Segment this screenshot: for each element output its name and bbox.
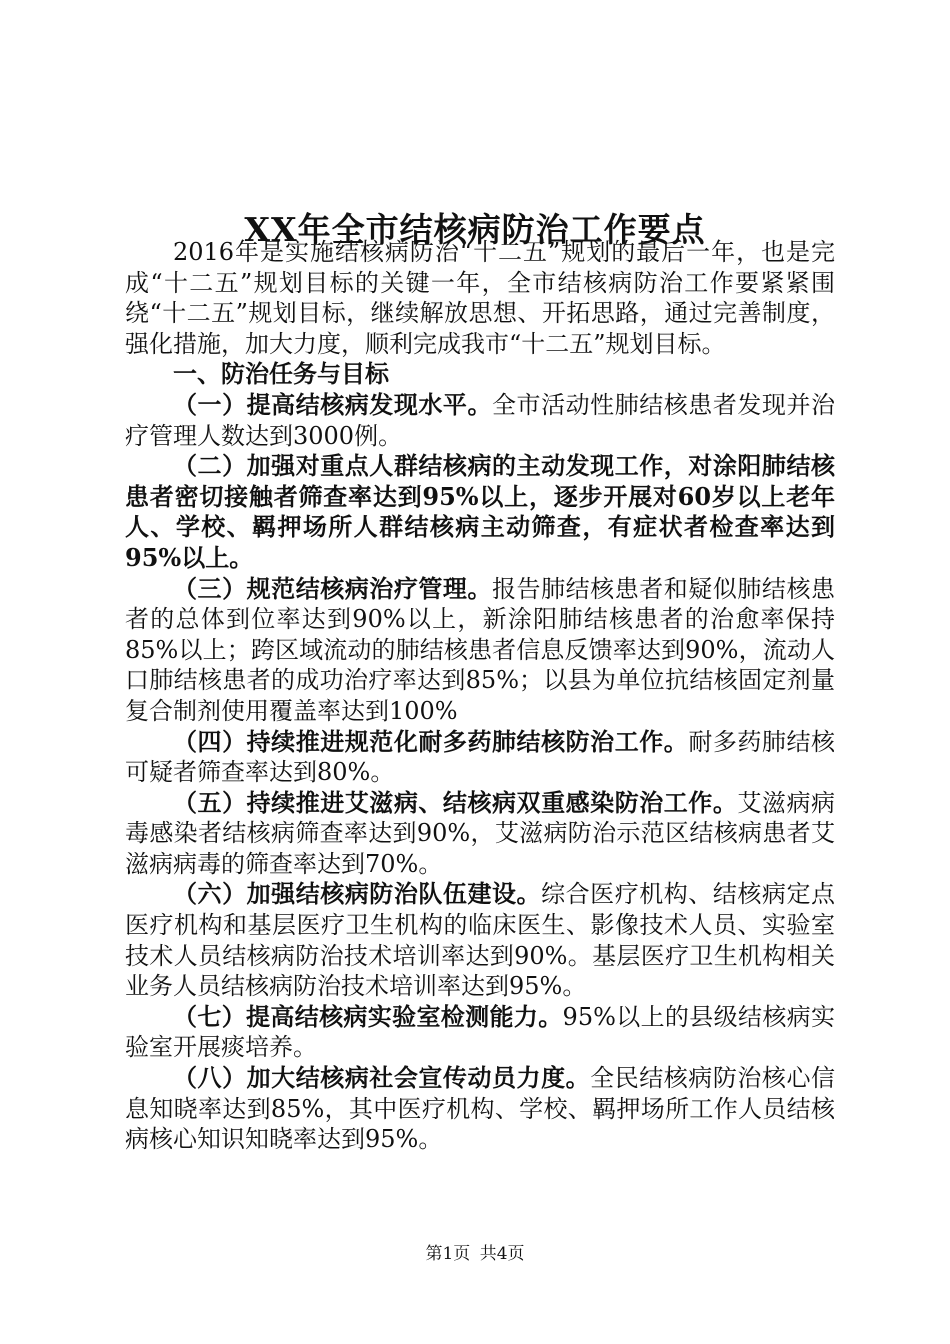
task-item-8-text: 全民结核病防治核心信息知晓率达到85%，其中医疗机构、学校、羁押场所工作人员结核病核心知识知晓率达到95%。 bbox=[125, 1064, 836, 1154]
task-item-3-text: 报告肺结核患者和疑似肺结核患者的总体到位率达到90%以上，新涂阳肺结核患者的治愈率保持85%以上；跨区域流动的肺结核患者信息反馈率达到90%，流动人口肺结核患者的成功治疗率达到85%；以县为单位抗结核固定剂量复合制剂使用覆盖率达到100% bbox=[125, 574, 835, 725]
task-item-2-title: （二）加强对重点人群结核病的主动发现工作，对涂阳肺结核患者密切接触者筛查率达到95%以上，逐步开展对60岁以上老年人、学校、羁押场所人群结核病主动筛查，有症状者检查率达到95%以上。 bbox=[125, 451, 835, 572]
task-item-8-title: （八）加大结核病社会宣传动员力度。 bbox=[173, 1063, 591, 1093]
task-item-1-text: 全市活动性肺结核患者发现并治疗管理人数达到3000例。 bbox=[125, 390, 835, 450]
task-item-8 bbox=[125, 1063, 835, 1155]
task-item-5-text: 艾滋病病毒感染者结核病筛查率达到90%，艾滋病防治示范区结核病患者艾滋病病毒的筛查率达到70%。 bbox=[125, 788, 836, 878]
task-item-3-title: （三）规范结核病治疗管理。 bbox=[173, 573, 492, 603]
task-item-7-text: 95%以上的县级结核病实验室开展痰培养。 bbox=[125, 1002, 836, 1062]
page-total: 共4页 bbox=[479, 1244, 525, 1264]
document-body bbox=[125, 237, 835, 1155]
task-item-4-title: （四）持续推进规范化耐多药肺结核防治工作。 bbox=[173, 726, 689, 756]
task-item-2 bbox=[125, 451, 835, 573]
task-item-4 bbox=[125, 727, 835, 788]
section-heading: 一、防治任务与目标 bbox=[173, 359, 389, 389]
page-number: 第1页 bbox=[425, 1244, 471, 1264]
task-item-1-title: （一）提高结核病发现水平。 bbox=[173, 389, 492, 419]
task-item-6-title: （六）加强结核病防治队伍建设。 bbox=[173, 879, 542, 909]
task-item-5-title: （五）持续推进艾滋病、结核病双重感染防治工作。 bbox=[173, 787, 738, 817]
task-item-6-text: 综合医疗机构、结核病定点医疗机构和基层医疗卫生机构的临床医生、影像技术人员、实验室技术人员结核病防治技术培训率达到90%。基层医疗卫生机构相关业务人员结核病防治技术培训率达到95%。 bbox=[125, 880, 836, 1001]
intro-paragraph: 2016年是实施结核病防治“十二五”规划的最后一年，也是完成“十二五”规划目标的关键一年，全市结核病防治工作要紧紧围绕“十二五”规划目标，继续解放思想、开拓思路，通过完善制度，强化措施，加大力度，顺利完成我市“十二五”规划目标。 bbox=[125, 238, 835, 358]
task-item-7-title: （七）提高结核病实验室检测能力。 bbox=[173, 1001, 563, 1031]
document-title: XX年全市结核病防治工作要点 bbox=[244, 210, 706, 250]
task-item-4-text: 耐多药肺结核可疑者筛查率达到80%。 bbox=[125, 727, 836, 787]
task-item-3 bbox=[125, 574, 835, 727]
task-item-5 bbox=[125, 788, 835, 880]
task-item-1 bbox=[125, 390, 835, 451]
page-footer bbox=[0, 1243, 950, 1265]
task-item-6 bbox=[125, 879, 835, 1001]
task-item-7 bbox=[125, 1002, 835, 1063]
